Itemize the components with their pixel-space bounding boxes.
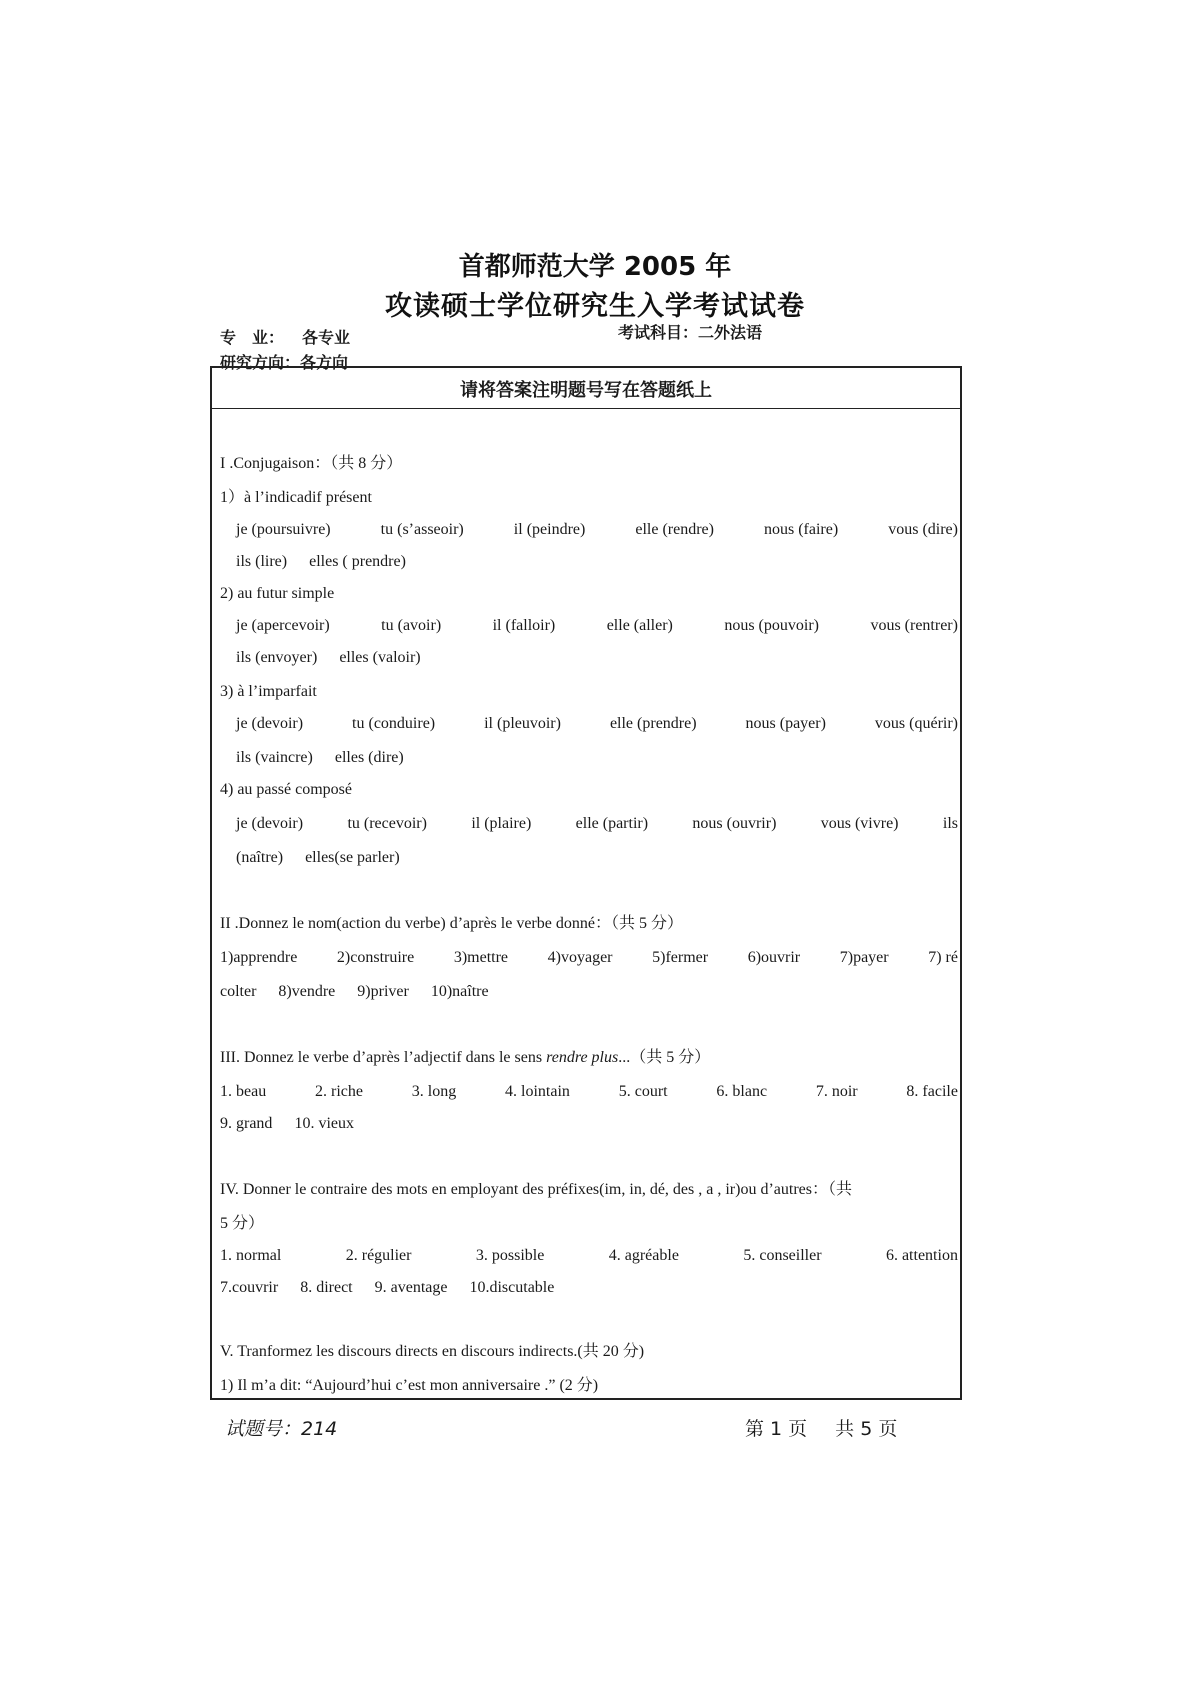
list-item: (naître) [236, 849, 284, 866]
list-item: 8. direct [300, 1279, 353, 1296]
exam-frame [210, 366, 962, 1400]
subject-label: 考试科目： [618, 323, 699, 342]
list-item: ils [942, 815, 958, 832]
list-item: vous (quérir) [874, 715, 958, 732]
list-item: ils (vaincre) [236, 749, 313, 766]
section3-title-prefix: III. Donnez le verbe d’après l’adjectif dans le sens [220, 1049, 547, 1066]
list-item: 2)construire [336, 949, 415, 966]
list-item: je (poursuivre) [236, 521, 331, 538]
list-item: je (devoir) [236, 815, 304, 832]
list-item: 3)mettre [453, 949, 509, 966]
list-item: nous (pouvoir) [724, 617, 819, 634]
list-item: 5. court [618, 1083, 668, 1100]
word-row [220, 1082, 958, 1102]
list-item: elle (aller) [606, 617, 673, 634]
list-item: elle (prendre) [609, 715, 697, 732]
list-item: ils (envoyer) [236, 649, 318, 666]
list-item: je (devoir) [236, 715, 304, 732]
list-item: 1. normal [220, 1247, 282, 1264]
list-item: 5)fermer [652, 949, 709, 966]
list-item: vous (rentrer) [870, 617, 958, 634]
verb-row [236, 648, 958, 668]
section5-item1: 1) Il m’a dit: “Aujourd’hui c’est mon anniversaire .” (2 分) [220, 1377, 599, 1394]
word-row [220, 1114, 958, 1134]
list-item: 3. possible [475, 1247, 545, 1264]
list-item: 7)payer [839, 949, 889, 966]
list-item: nous (ouvrir) [692, 815, 777, 832]
major-label: 专 业： [220, 328, 285, 347]
list-item: 7) ré [928, 949, 958, 966]
list-item: 6. attention [885, 1247, 958, 1264]
list-item: elles (dire) [334, 749, 404, 766]
list-item: tu (s’asseoir) [380, 521, 464, 538]
section5-title: V. Tranformez les discours directs en discours indirects.(共 20 分) [220, 1343, 645, 1360]
list-item: tu (avoir) [381, 617, 442, 634]
list-item: 4. lointain [505, 1083, 570, 1100]
exam-title-line1: 首都师范大学 2005 年 [458, 252, 732, 282]
verb-row [236, 552, 958, 572]
verb-row [220, 982, 958, 1002]
part-heading: 1）à l’indicadif présent [220, 489, 372, 506]
list-item: 7. noir [815, 1083, 858, 1100]
page-indicator [745, 1414, 925, 1441]
list-item: colter [220, 983, 257, 1000]
verb-row [236, 714, 958, 734]
part-heading: 4) au passé composé [220, 781, 352, 798]
word-row [220, 1278, 958, 1298]
list-item: 2. régulier [345, 1247, 412, 1264]
list-item: il (plaire) [471, 815, 532, 832]
list-item: 9)priver [357, 983, 409, 1000]
major-row [220, 325, 350, 348]
list-item: il (falloir) [492, 617, 556, 634]
list-item: ils (lire) [236, 553, 288, 570]
list-item: 7.couvrir [220, 1279, 279, 1296]
section1-title: I .Conjugaison：（共 8 分） [220, 455, 403, 472]
subject-row [618, 320, 762, 343]
list-item: il (peindre) [513, 521, 586, 538]
section4-title-cont: 5 分） [220, 1215, 265, 1232]
list-item: 10. vieux [294, 1115, 354, 1132]
direction-label: 研究方向： [220, 353, 301, 372]
verb-row [236, 814, 958, 834]
list-item: elles(se parler) [305, 849, 400, 866]
list-item: 3. long [411, 1083, 457, 1100]
list-item: nous (faire) [764, 521, 839, 538]
part-heading: 3) à l’imparfait [220, 683, 317, 700]
list-item: nous (payer) [745, 715, 826, 732]
list-item: tu (conduire) [352, 715, 436, 732]
part-heading: 2) au futur simple [220, 585, 335, 602]
exam-title-line2: 攻读硕士学位研究生入学考试试卷 [385, 291, 805, 322]
list-item: 4. agréable [608, 1247, 679, 1264]
list-item: 4)voyager [547, 949, 613, 966]
direction-value: 各方向 [300, 353, 349, 372]
list-item: 10.discutable [469, 1279, 555, 1296]
list-item: 2. riche [315, 1083, 363, 1100]
verb-row [236, 848, 958, 868]
list-item: 6. blanc [716, 1083, 768, 1100]
list-item: 9. aventage [374, 1279, 448, 1296]
list-item: elles ( prendre) [309, 553, 406, 570]
list-item: 1)apprendre [220, 949, 298, 966]
list-item: elle (partir) [575, 815, 649, 832]
list-item: 5. conseiller [743, 1247, 822, 1264]
list-item: il (pleuvoir) [484, 715, 561, 732]
list-item: 8. facile [906, 1083, 958, 1100]
list-item: 8)vendre [278, 983, 336, 1000]
list-item: je (apercevoir) [236, 617, 330, 634]
list-item: 1. beau [220, 1083, 267, 1100]
page-total: 共 5 页 [835, 1418, 898, 1440]
instruction: 请将答案注明题号写在答题纸上 [460, 380, 712, 401]
list-item: tu (recevoir) [347, 815, 427, 832]
exam-code: 试题号：214 [225, 1418, 338, 1440]
list-item: 6)ouvrir [747, 949, 801, 966]
major-value: 各专业 [302, 328, 351, 347]
list-item: vous (dire) [888, 521, 958, 538]
section3-title-suffix: ...（共 5 分） [618, 1049, 711, 1066]
section3-title [220, 1048, 958, 1068]
verb-row [236, 520, 958, 540]
word-row [220, 1246, 958, 1266]
list-item: elles (valoir) [339, 649, 421, 666]
list-item: 9. grand [220, 1115, 273, 1132]
section2-title: II .Donnez le nom(action du verbe) d’après le verbe donné：（共 5 分） [220, 915, 683, 932]
list-item: vous (vivre) [820, 815, 899, 832]
section3-title-italic: rendre plus [546, 1049, 619, 1066]
verb-row [236, 748, 958, 768]
verb-row [236, 616, 958, 636]
list-item: elle (rendre) [635, 521, 714, 538]
list-item: 10)naître [430, 983, 489, 1000]
verb-row [220, 948, 958, 968]
divider [212, 408, 960, 409]
section4-title: IV. Donner le contraire des mots en employant des préfixes(im, in, dé, des , a , ir)ou d’autres：（共 [220, 1181, 852, 1198]
page-number: 第 1 页 [745, 1418, 808, 1440]
subject-value: 二外法语 [698, 323, 763, 342]
